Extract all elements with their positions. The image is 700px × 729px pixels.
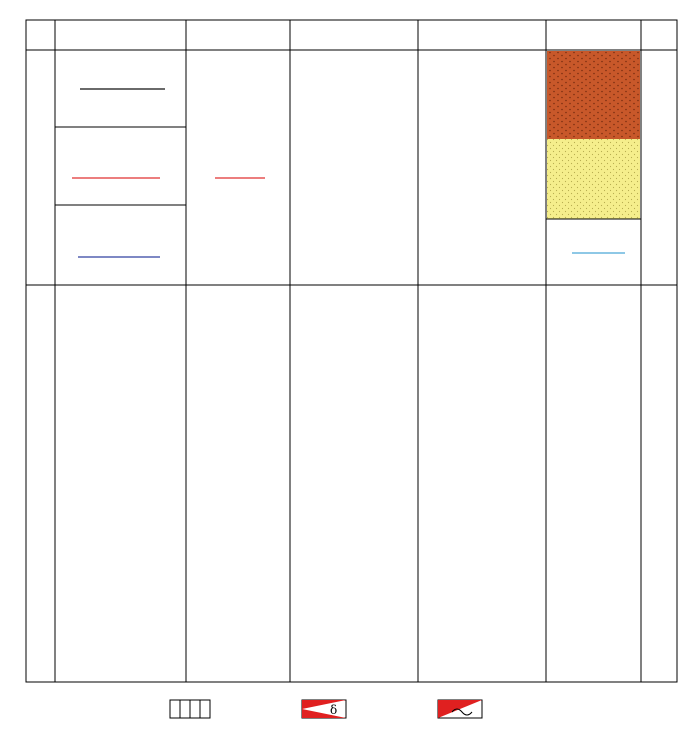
legend-oil-gas [302, 700, 346, 718]
sandstone-swatch [547, 139, 640, 219]
legend-oil-water [438, 700, 482, 718]
lithology-header [546, 51, 641, 253]
sp-scale [0, 0, 160, 257]
cal-scale [0, 0, 165, 89]
svg-text:δ: δ [330, 703, 338, 717]
legend [170, 700, 482, 718]
legend-dry [170, 700, 210, 718]
mudstone-swatch [547, 51, 640, 139]
